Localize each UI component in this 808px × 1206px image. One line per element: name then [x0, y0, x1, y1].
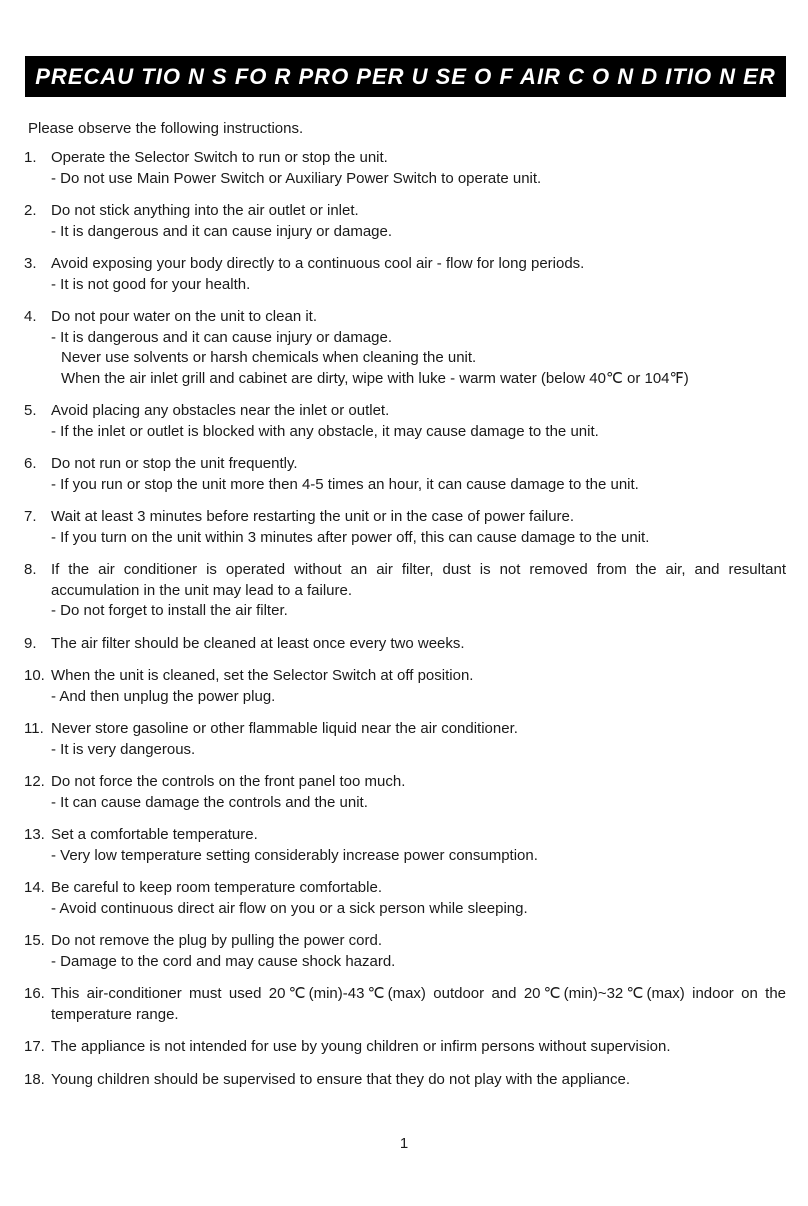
item-main-text: Do not remove the plug by pulling the power cord.	[51, 932, 383, 949]
item-number: 16.	[24, 985, 45, 1002]
item-main-text: When the unit is cleaned, set the Selector Switch at off position.	[51, 667, 474, 684]
item-number: 9.	[24, 634, 37, 652]
item-sub-text: - If you turn on the unit within 3 minutes after power off, this can cause damage to the unit.	[51, 528, 650, 546]
item-sub-text: - It is very dangerous.	[51, 740, 196, 758]
item-body	[51, 772, 786, 813]
item-number: 7.	[24, 508, 37, 525]
item-main-text: Do not pour water on the unit to clean it.	[51, 308, 317, 325]
item-body	[51, 454, 786, 495]
item-number: 5.	[24, 402, 37, 419]
item-number: 12.	[24, 773, 45, 790]
item-main-text: The appliance is not intended for use by young children or infirm persons without supervision.	[51, 1038, 671, 1055]
list-item	[24, 254, 786, 295]
list-item	[24, 401, 786, 442]
item-number: 1.	[24, 149, 37, 166]
list-item	[24, 454, 786, 495]
item-sub-text: Never use solvents or harsh chemicals when cleaning the unit.	[61, 349, 477, 366]
list-item	[24, 772, 786, 813]
item-sub-text: - It is dangerous and it can cause injury or damage.	[51, 222, 393, 240]
item-body	[51, 307, 786, 389]
item-sub-text: - And then unplug the power plug.	[51, 687, 276, 705]
item-body	[51, 401, 786, 442]
item-number: 15.	[24, 932, 45, 949]
list-item	[24, 931, 786, 972]
item-body	[51, 1070, 786, 1091]
item-number: 10.	[24, 667, 45, 684]
item-main-text: Do not force the controls on the front panel too much.	[51, 773, 406, 790]
item-main-text: This air-conditioner must used 20℃(min)-43℃(max) outdoor and 20℃(min)~32℃(max) indoor on the temperature range.	[51, 985, 786, 1023]
item-main-text: Do not stick anything into the air outlet or inlet.	[51, 202, 359, 219]
item-sub-text: - It is not good for your health.	[51, 275, 251, 293]
item-sub-text: - If the inlet or outlet is blocked with any obstacle, it may cause damage to the unit.	[51, 422, 599, 440]
item-body	[51, 201, 786, 242]
page-title: PRECAU TIO N S FO R PRO PER U SE O F AIR C O N D ITIO N ER	[25, 56, 786, 97]
item-body	[51, 507, 786, 548]
item-main-text: Be careful to keep room temperature comfortable.	[51, 879, 382, 896]
item-number: 8.	[24, 561, 37, 578]
list-item	[24, 719, 786, 760]
list-item	[24, 984, 786, 1025]
item-number: 2.	[24, 202, 37, 219]
item-body	[51, 825, 786, 866]
item-body	[51, 560, 786, 622]
list-item	[24, 634, 786, 655]
item-number: 13.	[24, 826, 45, 843]
item-main-text: The air filter should be cleaned at least once every two weeks.	[51, 634, 465, 652]
list-item	[24, 148, 786, 189]
item-sub-text: - Avoid continuous direct air flow on you or a sick person while sleeping.	[51, 899, 528, 917]
item-sub-text: - If you run or stop the unit more then 4-5 times an hour, it can cause damage to the unit.	[51, 475, 639, 493]
item-number: 14.	[24, 879, 45, 896]
item-sub-text: - Very low temperature setting considerably increase power consumption.	[51, 846, 538, 864]
item-main-text: If the air conditioner is operated without an air filter, dust is not removed from the air, and resultant accumulation in the unit may lead to a failure.	[51, 561, 786, 599]
list-item	[24, 1037, 786, 1058]
precautions-list	[24, 148, 786, 1102]
item-number: 3.	[24, 255, 37, 272]
item-body	[51, 254, 786, 295]
item-body	[51, 1037, 786, 1058]
item-body	[51, 666, 786, 707]
item-body	[51, 931, 786, 972]
item-sub-text: - Do not forget to install the air filter.	[51, 602, 288, 619]
item-number: 11.	[24, 720, 44, 737]
item-body	[51, 148, 786, 189]
intro-text: Please observe the following instructions.	[28, 120, 304, 137]
list-item	[24, 666, 786, 707]
item-body	[51, 878, 786, 919]
item-sub-text: When the air inlet grill and cabinet are dirty, wipe with luke - warm water (below 40℃ or 104℉)	[61, 369, 689, 387]
item-body	[51, 634, 786, 655]
item-main-text: Never store gasoline or other flammable liquid near the air conditioner.	[51, 720, 518, 737]
item-main-text: Wait at least 3 minutes before restarting the unit or in the case of power failure.	[51, 508, 575, 525]
list-item	[24, 507, 786, 548]
item-sub-text: - It is dangerous and it can cause injury or damage.	[51, 328, 393, 346]
list-item	[24, 560, 786, 622]
item-main-text: Young children should be supervised to ensure that they do not play with the appliance.	[51, 1070, 631, 1088]
list-item	[24, 307, 786, 389]
item-sub-text: - Damage to the cord and may cause shock hazard.	[51, 952, 396, 970]
item-number: 18.	[24, 1070, 45, 1088]
item-sub-text: - Do not use Main Power Switch or Auxiliary Power Switch to operate unit.	[51, 169, 542, 187]
list-item	[24, 825, 786, 866]
item-main-text: Do not run or stop the unit frequently.	[51, 455, 298, 472]
item-number: 17.	[24, 1038, 45, 1055]
list-item	[24, 1070, 786, 1091]
item-main-text: Set a comfortable temperature.	[51, 826, 258, 843]
item-number: 4.	[24, 308, 37, 325]
item-body	[51, 719, 786, 760]
item-main-text: Operate the Selector Switch to run or stop the unit.	[51, 149, 388, 166]
item-main-text: Avoid placing any obstacles near the inlet or outlet.	[51, 402, 390, 419]
item-main-text: Avoid exposing your body directly to a continuous cool air - flow for long periods.	[51, 255, 585, 272]
list-item	[24, 201, 786, 242]
item-number: 6.	[24, 455, 37, 472]
item-sub-text: - It can cause damage the controls and the unit.	[51, 793, 368, 811]
page-number: 1	[399, 1135, 409, 1152]
list-item	[24, 878, 786, 919]
item-body	[51, 984, 786, 1025]
